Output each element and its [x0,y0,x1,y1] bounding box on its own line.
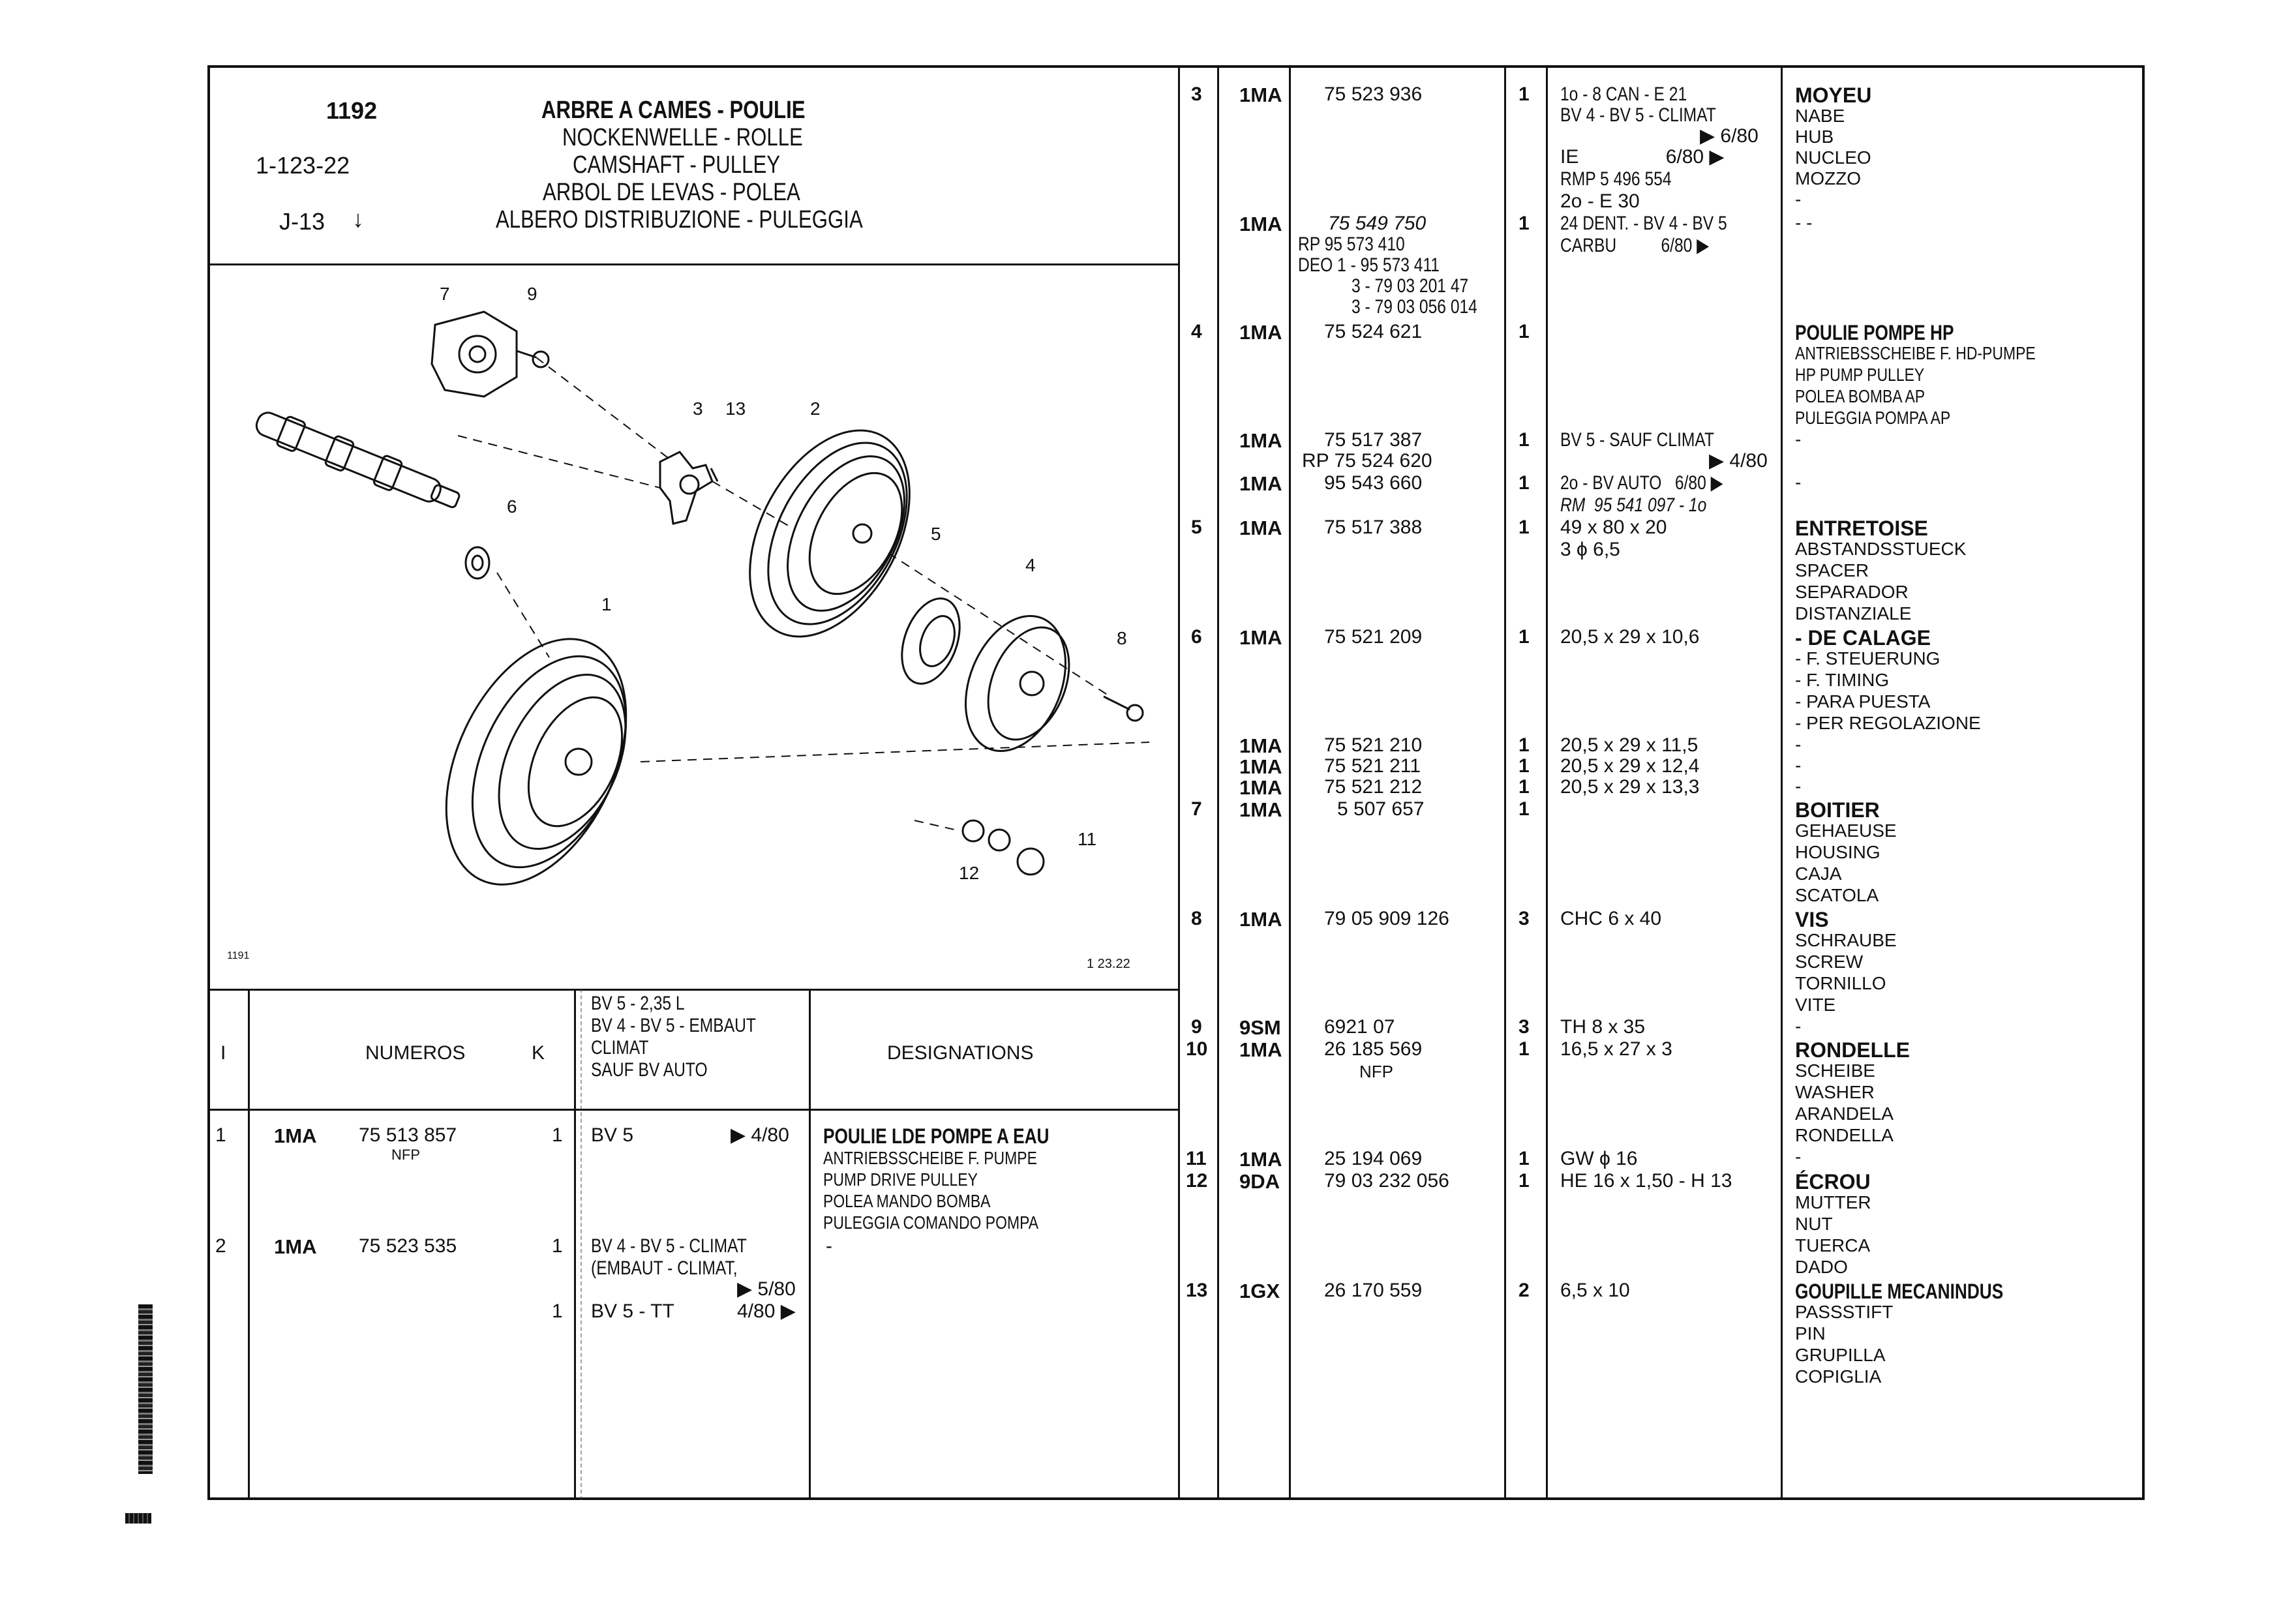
r10-sub: NFP [1359,1062,1393,1081]
r5-index: 5 [1191,517,1202,538]
title-en: CAMSHAFT - PULLEY [573,151,781,179]
col-divider-index [1217,65,1219,1500]
r5-desc-1: ABSTANDSSTUECK [1795,539,1967,559]
col-header-index: I [220,1042,226,1064]
callout-11: 11 [1078,829,1097,849]
r8-desc-5: - [1795,1016,1802,1036]
row-1-designation-en: PUMP DRIVE PULLEY [823,1169,978,1190]
r6b-qty: 1 [1518,734,1530,756]
r3-desc-4: MOZZO [1795,168,1862,188]
r3-index: 3 [1191,83,1202,105]
r13-desc-3: GRUPILLA [1795,1345,1886,1365]
callout-12: 12 [959,863,980,883]
col-header-variant-2: BV 4 - BV 5 - EMBAUT [591,1015,756,1036]
r6b-desc: - [1795,734,1802,755]
header-rule [207,263,1179,265]
r4-desc-2: HP PUMP PULLEY [1795,365,1925,385]
r6-desc-main: - DE CALAGE [1795,626,1931,650]
r12-code: 9DA [1239,1170,1280,1193]
r8-qty: 3 [1518,908,1530,929]
r13-desc-main: GOUPILLE MECANINDUS [1795,1280,2004,1303]
r8-desc-2: SCREW [1795,952,1864,972]
diagram-caption-left: 1191 [227,950,250,961]
r4b-number: 75 517 387 [1324,429,1423,451]
row-2-code: 1MA [274,1235,317,1258]
r6b-number: 75 521 210 [1324,734,1423,756]
r12-number: 79 03 232 056 [1324,1170,1449,1192]
r3-desc-2: HUB [1795,127,1834,147]
title-it: ALBERO DISTRIBUZIONE - PULEGGIA [496,206,863,233]
r4-number: 75 524 621 [1324,321,1423,342]
callout-4: 4 [1025,555,1036,575]
col-header-variant-4: SAUF BV AUTO [591,1059,708,1081]
r10-desc-1: SCHEIBE [1795,1060,1875,1081]
r12-index: 12 [1186,1170,1208,1192]
row-1-code: 1MA [274,1124,317,1147]
r4c-number: 95 543 660 [1324,472,1423,494]
left-col-rule-k [581,989,582,1500]
r3-date: ▶ 6/80 [1700,125,1759,147]
r5-number: 75 517 388 [1324,517,1423,538]
r6c-code: 1MA [1239,755,1282,778]
r3b-number: 75 549 750 [1328,213,1427,234]
r7-index: 7 [1191,798,1202,820]
r6b-variant: 20,5 x 29 x 11,5 [1560,734,1699,756]
r6-desc-4: - PER REGOLAZIONE [1795,713,1981,733]
col-header-variant-3: CLIMAT [591,1037,649,1059]
table-header-rule [207,1109,1179,1111]
r12-qty: 1 [1518,1170,1530,1192]
r6c-desc: - [1795,755,1802,775]
hub-4 [947,601,1085,766]
r3-qty: 1 [1518,83,1530,105]
r12-variant: HE 16 x 1,50 - H 13 [1560,1170,1732,1192]
r7-desc-4: SCATOLA [1795,885,1879,905]
col-divider-variant [1781,65,1783,1500]
r10-code: 1MA [1239,1038,1282,1061]
r5-desc-main: ENTRETOISE [1795,517,1928,540]
r5-code: 1MA [1239,517,1282,539]
r4b-date: ▶ 4/80 [1709,450,1768,472]
r6d-variant: 20,5 x 29 x 13,3 [1560,776,1700,798]
r4-desc-3: POLEA BOMBA AP [1795,386,1926,406]
r4c-qty: 1 [1518,472,1530,494]
left-col-rule-2 [574,989,576,1500]
row-2-index: 2 [215,1235,226,1257]
r6d-code: 1MA [1239,776,1282,799]
row-2-variant-2: (EMBAUT - CLIMAT, [591,1257,738,1279]
row-1-qty: 1 [552,1124,563,1146]
r3b-qty: 1 [1518,213,1530,234]
r10-desc-2: WASHER [1795,1082,1875,1102]
row-1-sub: NFP [391,1147,420,1163]
r6d-qty: 1 [1518,776,1530,798]
row-2-qty-2: 1 [552,1300,563,1322]
r4b-number-1: RP 75 524 620 [1302,450,1432,472]
r12-desc-4: DADO [1795,1257,1848,1277]
r3-extra-1: IE 6/80 ▶ [1560,146,1725,168]
callout-3: 3 [693,398,703,419]
title-fr: ARBRE A CAMES - POULIE [541,97,806,124]
spacer-5 [891,590,971,691]
r3-desc-3: NUCLEO [1795,147,1871,168]
row-2-date: ▶ 5/80 [737,1278,796,1300]
page-number: 1192 [326,97,378,124]
r6b-code: 1MA [1239,734,1282,757]
r4-code: 1MA [1239,321,1282,344]
r8-desc-1: SCHRAUBE [1795,930,1897,950]
r10-index: 10 [1186,1038,1208,1060]
r5-desc-4: DISTANZIALE [1795,603,1912,623]
row-2-variant-tt: BV 5 - TT [591,1300,674,1322]
r10-desc-main: RONDELLE [1795,1038,1910,1062]
r7-qty: 1 [1518,798,1530,820]
r8-code: 1MA [1239,908,1282,931]
r8-index: 8 [1191,908,1202,929]
r11-variant: GW ϕ 16 [1560,1148,1638,1169]
row-2-date-2: 4/80 ▶ [737,1300,796,1322]
r13-variant: 6,5 x 10 [1560,1280,1630,1301]
washer-6 [466,547,489,578]
r9-qty: 3 [1518,1016,1530,1038]
r11-index: 11 [1186,1148,1207,1169]
panel-divider [1178,65,1180,1500]
r5-variant-2: 3 ϕ 6,5 [1560,539,1620,560]
r3-code: 1MA [1239,83,1282,106]
r7-desc-main: BOITIER [1795,798,1880,822]
r11-qty: 1 [1518,1148,1530,1169]
col-header-designations: DESIGNATIONS [887,1042,1034,1064]
r4c-code: 1MA [1239,472,1282,495]
housing-part [432,312,517,397]
r4-desc-5: - [1795,429,1802,449]
row-1-designation-main: POULIE LDE POMPE A EAU [823,1124,1050,1148]
callout-8: 8 [1117,628,1127,648]
r6c-number: 75 521 211 [1324,755,1421,777]
diagram-caption-right: 1 23.22 [1087,957,1130,971]
callout-6: 6 [507,496,517,517]
r13-desc-1: PASSSTIFT [1795,1302,1894,1322]
callout-1: 1 [601,594,612,614]
r11-number: 25 194 069 [1324,1148,1423,1169]
r4-desc-4: PULEGGIA POMPA AP [1795,408,1951,428]
r4b-variant-1: BV 5 - SAUF CLIMAT [1560,429,1715,451]
callout-2: 2 [810,398,821,419]
pulley-1 [410,610,663,913]
r4b-code: 1MA [1239,429,1282,452]
callout-13: 13 [725,398,746,419]
r3-extra-3: 2o - E 30 [1560,190,1640,212]
r4-desc-1: ANTRIEBSSCHEIBE F. HD-PUMPE [1795,343,2036,363]
r9-number: 6921 07 [1324,1016,1395,1038]
r10-number: 26 185 569 [1324,1038,1423,1060]
r3b-number-1: RP 95 573 410 [1298,233,1405,255]
screw-8 [1104,697,1143,721]
r8-desc-4: VITE [1795,995,1836,1015]
r6-desc-2: - F. TIMING [1795,670,1890,690]
r4c-desc-1: - [1795,472,1802,492]
r8-desc-3: TORNILLO [1795,973,1886,993]
r8-desc-main: VIS [1795,908,1829,931]
exploded-parts-diagram [210,266,1177,987]
row-1-designation-de: ANTRIEBSSCHEIBE F. PUMPE [823,1148,1037,1168]
r3b-variant-2: CARBU 6/80 ▶ [1560,235,1710,256]
row-1-designation-es: POLEA MANDO BOMBA [823,1191,991,1211]
section-arrow: ↓ [352,205,364,232]
r10-qty: 1 [1518,1038,1530,1060]
r13-code: 1GX [1239,1280,1280,1302]
r10-variant: 16,5 x 27 x 3 [1560,1038,1672,1060]
r3-variant-1: 1o - 8 CAN - E 21 [1560,83,1687,105]
row-1-variant: BV 5 [591,1124,634,1146]
r13-qty: 2 [1518,1280,1530,1301]
r12-desc-main: ÉCROU [1795,1170,1871,1194]
row-2-number: 75 523 535 [359,1235,457,1257]
screw-9 [517,351,549,367]
r3b-variant-1: 24 DENT. - BV 4 - BV 5 [1560,213,1727,234]
r4-desc-main: POULIE POMPE HP [1795,321,1954,344]
row-1-designation-it: PULEGGIA COMANDO POMPA [823,1212,1039,1233]
r11-code: 1MA [1239,1148,1282,1171]
r4b-qty: 1 [1518,429,1530,451]
row-1-date: ▶ 4/80 [731,1124,789,1146]
r5-variant-1: 49 x 80 x 20 [1560,517,1667,538]
r12-desc-2: NUT [1795,1214,1833,1234]
col-divider-qty [1546,65,1548,1500]
r13-number: 26 170 559 [1324,1280,1423,1301]
r8-number: 79 05 909 126 [1324,908,1449,929]
page-corner-mark [125,1513,151,1524]
r3-number: 75 523 936 [1324,83,1423,105]
r12-desc-3: TUERCA [1795,1235,1871,1255]
r3-desc-1: NABE [1795,106,1845,126]
r6-index: 6 [1191,626,1202,648]
row-2-designation-dash: - [826,1235,832,1257]
ref-code: 1-123-22 [256,152,350,179]
callout-7: 7 [440,284,450,304]
diagram-rule [207,989,1179,991]
row-2-qty: 1 [552,1235,563,1257]
col-header-variant-1: BV 5 - 2,35 L [591,993,685,1014]
r9-index: 9 [1191,1016,1202,1038]
r10-desc-3: ARANDELA [1795,1104,1894,1124]
r3b-number-4: 3 - 79 03 056 014 [1352,296,1477,318]
r3-desc-main: MOYEU [1795,83,1872,107]
camshaft [252,406,463,515]
r9-variant: TH 8 x 35 [1560,1016,1646,1038]
left-col-rule-1 [248,989,250,1500]
r4-index: 4 [1191,321,1202,342]
r6-number: 75 521 209 [1324,626,1423,648]
r7-desc-2: HOUSING [1795,842,1881,862]
r3-variant-2: BV 4 - BV 5 - CLIMAT [1560,104,1716,126]
r3-desc-5: - [1795,189,1802,209]
r6-qty: 1 [1518,626,1530,648]
bracket-3 [660,452,712,524]
callout-5: 5 [931,524,941,544]
row-1-index: 1 [215,1124,226,1146]
left-col-rule-3 [809,989,811,1500]
r5-qty: 1 [1518,517,1530,538]
r6-desc-3: - PARA PUESTA [1795,691,1931,712]
row-2-variant-1: BV 4 - BV 5 - CLIMAT [591,1235,747,1257]
r3b-code: 1MA [1239,213,1282,235]
r7-desc-3: CAJA [1795,864,1842,884]
section-code: J-13 [279,208,325,235]
r6d-desc: - [1795,776,1802,796]
r4c-variant-1: 2o - BV AUTO 6/80 ▶ [1560,472,1723,494]
r9-code: 9SM [1239,1016,1281,1039]
title-es: ARBOL DE LEVAS - POLEA [543,179,800,206]
r3b-desc-1: - - [1795,213,1813,233]
col-header-k: K [532,1042,545,1064]
col-divider-code [1289,65,1291,1500]
col-divider-number [1504,65,1506,1500]
r4c-variant-2: RM 95 541 097 - 1o [1560,494,1707,516]
col-header-numbers: NUMEROS [365,1042,466,1064]
r10-desc-4: RONDELLA [1795,1125,1894,1145]
r6c-variant: 20,5 x 29 x 12,4 [1560,755,1700,777]
r4-qty: 1 [1518,321,1530,342]
r6-code: 1MA [1239,626,1282,649]
assembly-lines [458,357,1149,831]
r5-desc-3: SEPARADOR [1795,582,1909,602]
row-1-number: 75 513 857 [359,1124,457,1146]
r7-number: 5 507 657 [1337,798,1425,820]
r8-variant: CHC 6 x 40 [1560,908,1662,929]
binding-stripe [138,1304,153,1474]
r7-code: 1MA [1239,798,1282,821]
r3b-number-3: 3 - 79 03 201 47 [1352,275,1469,297]
r6c-qty: 1 [1518,755,1530,777]
r5-desc-2: SPACER [1795,560,1869,580]
title-de: NOCKENWELLE - ROLLE [562,124,803,151]
r13-index: 13 [1186,1280,1208,1301]
r13-desc-2: PIN [1795,1323,1826,1344]
r6-desc-1: - F. STEUERUNG [1795,648,1941,668]
r6-variant-1: 20,5 x 29 x 10,6 [1560,626,1700,648]
r12-desc-1: MUTTER [1795,1192,1871,1212]
callout-9: 9 [527,284,537,304]
r3b-number-2: DEO 1 - 95 573 411 [1298,254,1440,276]
r13-desc-4: COPIGLIA [1795,1366,1882,1387]
r10-desc-5: - [1795,1147,1802,1167]
r3-extra-2: RMP 5 496 554 [1560,168,1672,190]
r6d-number: 75 521 212 [1324,776,1423,798]
r7-desc-1: GEHAEUSE [1795,820,1897,841]
